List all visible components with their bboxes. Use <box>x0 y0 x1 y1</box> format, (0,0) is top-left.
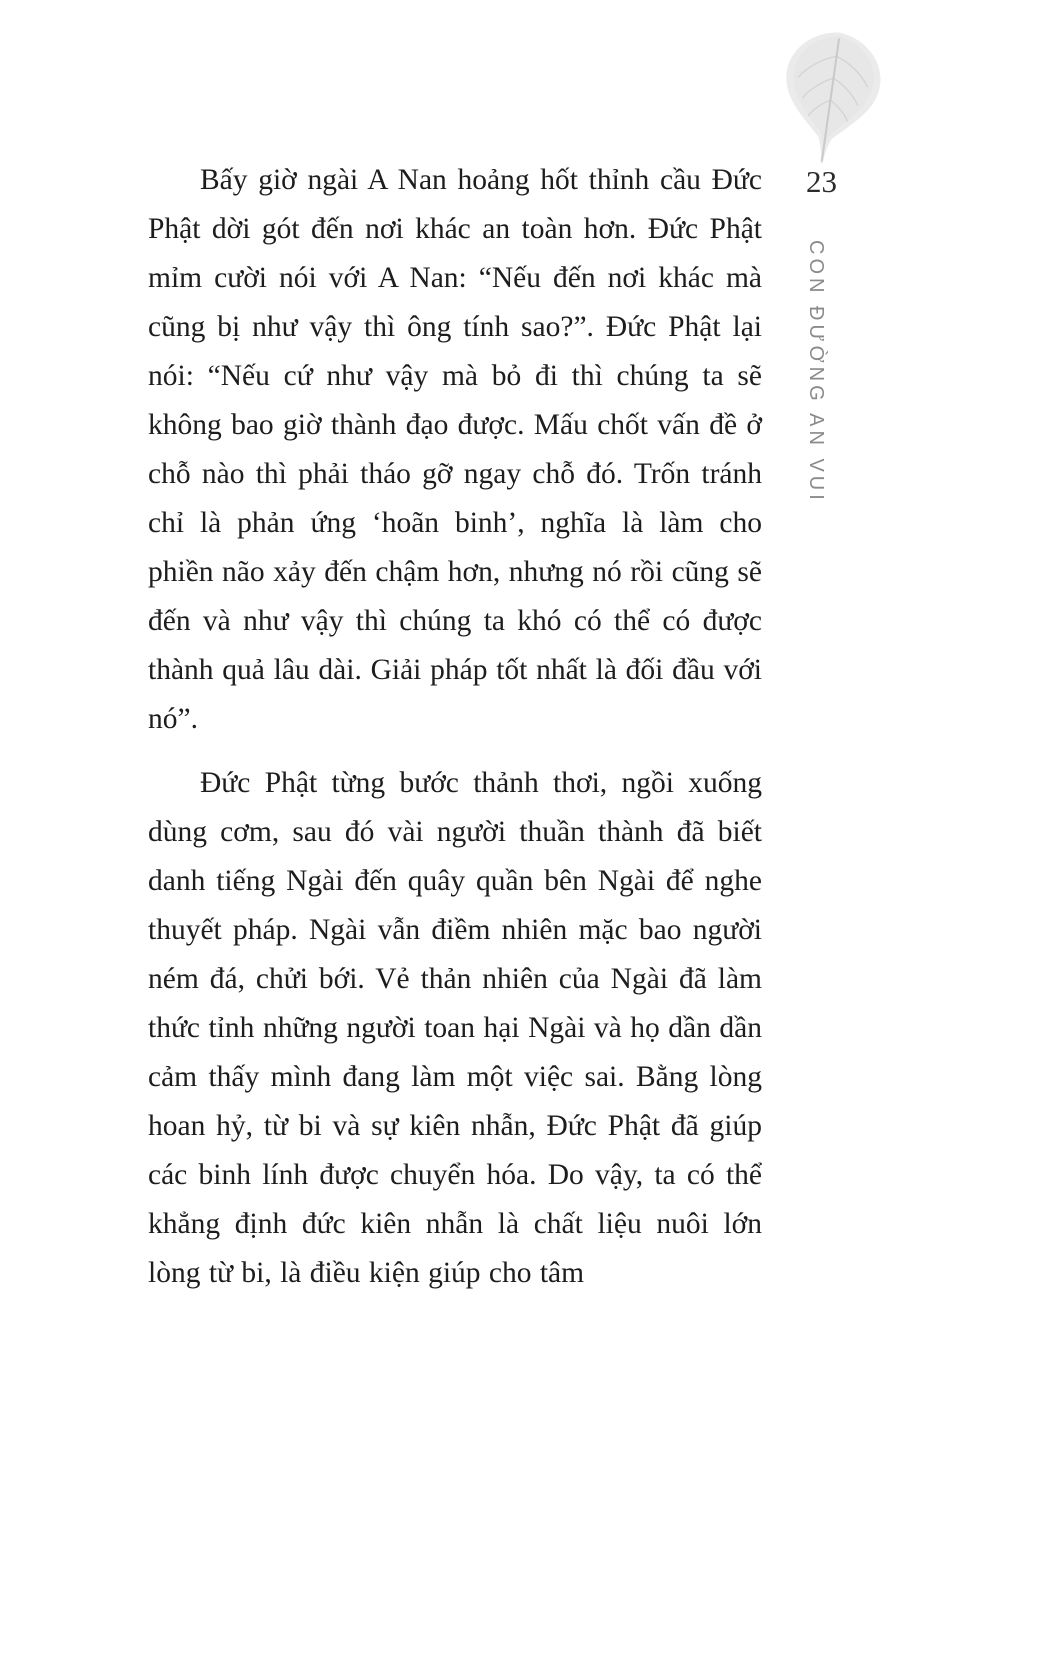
page-number: 23 <box>806 164 837 199</box>
leaf-watermark <box>756 26 906 186</box>
paragraph-1: Bấy giờ ngài A Nan hoảng hốt thỉnh cầu Đức Phật dời gót đến nơi khác an toàn hơn. Đức Phật mỉm cười nói với A Nan: “Nếu đến nơi khác mà cũng bị như vậy thì ông tính sao?”. Đức Phật lại nói: “Nếu cứ như vậy mà bỏ đi thì chúng ta sẽ không bao giờ thành đạo được. Mấu chốt vấn đề ở chỗ nào thì phải tháo gỡ ngay chỗ đó. Trốn tránh chỉ là phản ứng ‘hoãn binh’, nghĩa là làm cho phiền não xảy đến chậm hơn, nhưng nó rồi cũng sẽ đến và như vậy thì chúng ta khó có thể có được thành quả lâu dài. Giải pháp tốt nhất là đối đầu với nó”. <box>148 164 762 735</box>
paragraph-2: Đức Phật từng bước thảnh thơi, ngồi xuống dùng cơm, sau đó vài người thuần thành đã biết danh tiếng Ngài đến quây quần bên Ngài để nghe thuyết pháp. Ngài vẫn điềm nhiên mặc bao người ném đá, chửi bới. Vẻ thản nhiên của Ngài đã làm thức tỉnh những người toan hại Ngài và họ dần dần cảm thấy mình đang làm một việc sai. Bằng lòng hoan hỷ, từ bi và sự kiên nhẫn, Đức Phật đã giúp các binh lính được chuyển hóa. Do vậy, ta có thể khẳng định đức kiên nhẫn là chất liệu nuôi lớn lòng từ bi, là điều kiện giúp cho tâm <box>148 767 762 1289</box>
body-text <box>148 156 762 1313</box>
running-side-title: CON ĐƯỜNG AN VUI <box>805 240 827 504</box>
